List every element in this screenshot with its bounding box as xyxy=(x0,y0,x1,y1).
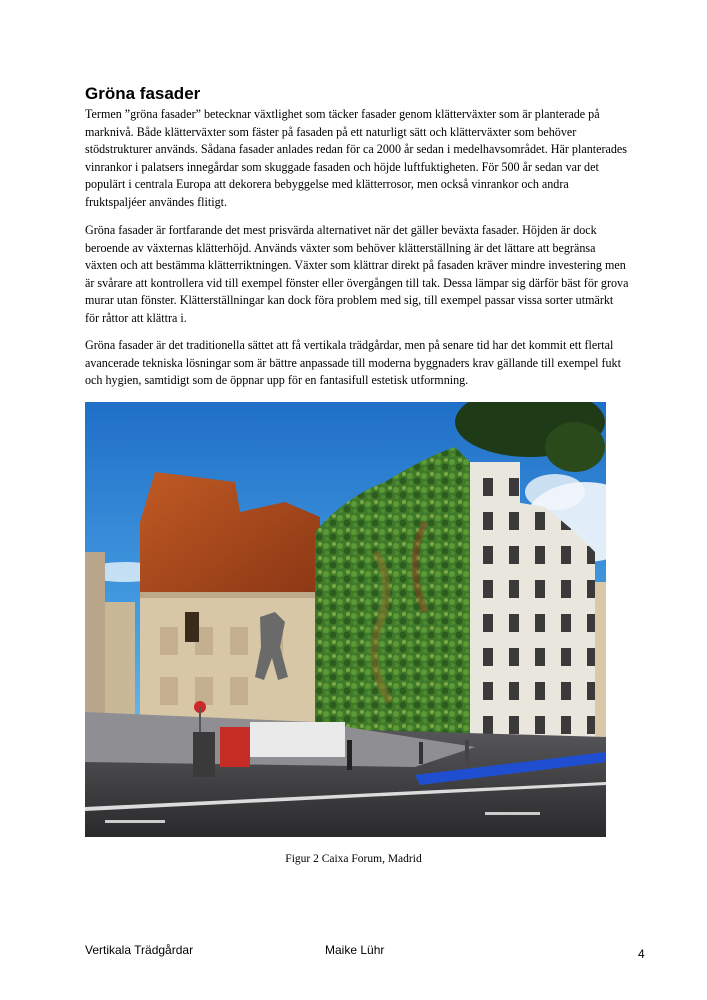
paragraph-3: Gröna fasader är det traditionella sättet att få vertikala trädgårdar, men på senare tid har det kommit ett flertal avancerade tekniska lösningar som är bättre anpassade till moderna byggnaders krav gällande till exempel fukt och hygien, samtidigt som de öppnar upp för en fantasifull estetisk utformning. xyxy=(85,338,621,388)
paragraph-2: Gröna fasader är fortfarande det mest prisvärda alternativet när det gäller beväxta fasader. Höjden är dock beroende av växternas klätterhöjd. Används växter som behöver klätterställning är det lättare att begränsa växten och att bestämma klätterriktningen. Växter som klättrar direkt på fasaden kräver mindre investering men är svårare att kontrollera vid till exempel fönster eller övergången till tak. Dessa lämpar sig därför bäst för grova murar utan fönster. Klätterställningar kan dock föra problem med sig, till exempel passar vissa sorter utmärkt för råttor att klättra i. xyxy=(85,223,629,325)
footer-author: Maike Lühr xyxy=(325,943,385,957)
page-number: 4 xyxy=(638,947,645,961)
paragraph-1: Termen ”gröna fasader” betecknar växtlighet som täcker fasader genom klätterväxter som är planterade på marknivå. Både klätterväxter som fäster på fasaden på ett naturligt sätt och klätterväxter som behöver stödstrukturer används. Sådana fasader anlades redan för ca 2000 år sedan i medelhavsområdet. Här planterades vinrankor i palatsers innegårdar som skuggade fasaden och höjde luftfuktigheten. För 500 år sedan var det populärt i centrala Europa att dekorera bebyggelse med klätterrosor, men också vinrankor och andra fruktspaljéer användes flitigt. xyxy=(85,107,627,209)
section-heading: Gröna fasader xyxy=(85,84,201,103)
caixa-forum-photo xyxy=(85,402,606,837)
figure-caption: Figur 2 Caixa Forum, Madrid xyxy=(285,853,422,865)
footer-title: Vertikala Trädgårdar xyxy=(85,943,194,957)
